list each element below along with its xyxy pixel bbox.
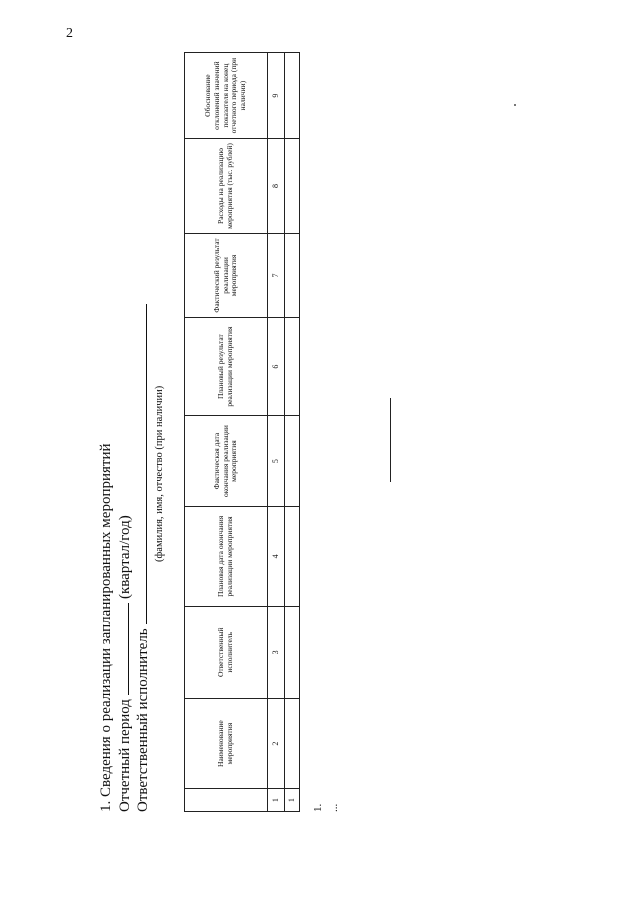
rotated-content xyxy=(98,52,338,812)
page-number: 2 xyxy=(66,26,73,41)
scan-speck xyxy=(514,104,516,106)
col-header-9: Обоснование отклонений значений показателя на конец отчетного периода (при наличии) xyxy=(185,53,268,139)
col-number: 4 xyxy=(268,507,285,607)
col-number: 7 xyxy=(268,233,285,317)
col-header-8: Расходы на реализацию мероприятия (тыс. рублей) xyxy=(185,139,268,233)
list-item: 1. xyxy=(312,803,324,812)
section-title: 1. Сведения о реализации запланированных мероприятий xyxy=(98,443,114,812)
table-cell[interactable]: 1 xyxy=(285,789,300,812)
table-cell[interactable] xyxy=(285,139,300,233)
items-list xyxy=(310,804,342,812)
table-cell[interactable] xyxy=(285,606,300,698)
table-cell[interactable] xyxy=(285,416,300,507)
col-header-5: Фактическая дата окончания реализации мероприятия xyxy=(185,416,268,507)
period-hint: (квартал/год) xyxy=(117,515,133,600)
table-row xyxy=(285,53,300,812)
col-number: 1 xyxy=(268,789,285,812)
table-cell[interactable] xyxy=(285,53,300,139)
col-header-1 xyxy=(185,789,268,812)
table-cell[interactable] xyxy=(285,507,300,607)
table-cell[interactable] xyxy=(285,318,300,416)
activities-table xyxy=(184,52,300,812)
col-header-7: Фактический результат реализации мероприятия xyxy=(185,233,268,317)
col-number: 8 xyxy=(268,139,285,233)
col-number: 9 xyxy=(268,53,285,139)
table-cell[interactable] xyxy=(285,233,300,317)
col-header-3: Ответственный исполнитель xyxy=(185,606,268,698)
table-number-row xyxy=(268,53,285,812)
period-line xyxy=(116,515,134,812)
executor-hint: (фамилия, имя, отчество (при наличии) xyxy=(154,385,165,562)
col-number: 6 xyxy=(268,318,285,416)
period-label: Отчетный период xyxy=(117,699,133,812)
list-item: ... xyxy=(328,803,340,812)
executor-field[interactable] xyxy=(134,304,147,624)
executor-line xyxy=(134,304,152,812)
table-cell[interactable] xyxy=(285,698,300,788)
col-number: 3 xyxy=(268,606,285,698)
period-field[interactable] xyxy=(116,603,129,695)
table-header-row xyxy=(185,53,268,812)
col-header-6: Плановый результат реализации мероприятия xyxy=(185,318,268,416)
col-number: 5 xyxy=(268,416,285,507)
col-header-4: Плановая дата окончания реализации мероприятия xyxy=(185,507,268,607)
executor-label: Ответственный исполнитель xyxy=(135,628,151,812)
col-number: 2 xyxy=(268,698,285,788)
col-header-2: Наименование мероприятия xyxy=(185,698,268,788)
signature-line xyxy=(390,398,391,482)
